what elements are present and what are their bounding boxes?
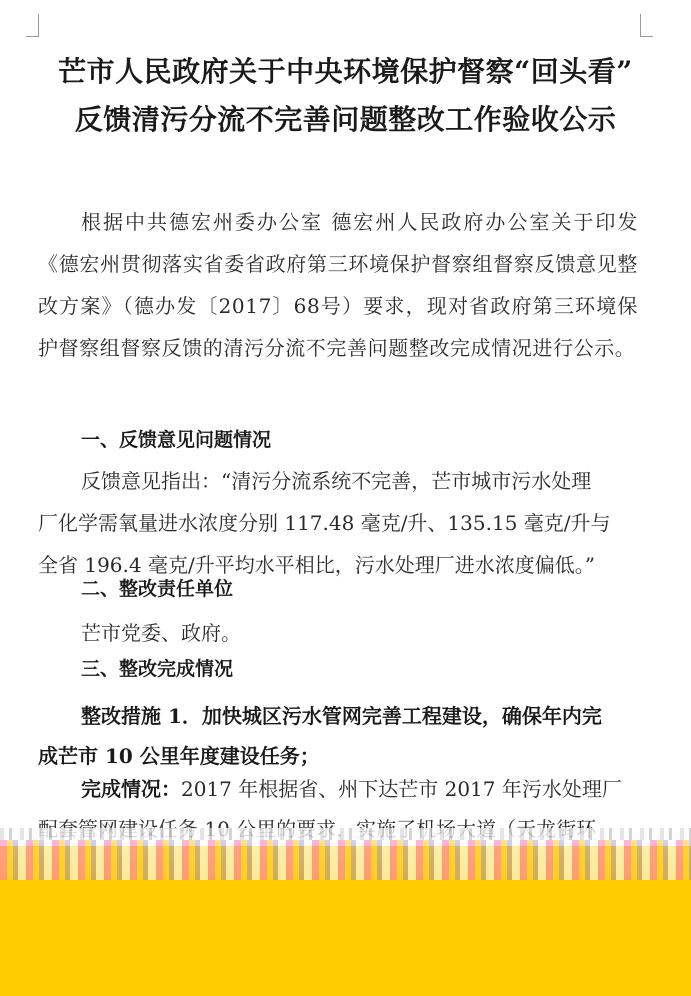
document-title-line-2: 反馈清污分流不完善问题整改工作验收公示 <box>74 103 617 136</box>
measure-1-line-2: 成芒市 10 公里年度建设任务； <box>38 744 320 768</box>
section-2-heading: 二、整改责任单位 <box>81 578 234 600</box>
measure-1-line-1: 整改措施 1．加快城区污水管网完善工程建设，确保年内完 <box>81 704 602 728</box>
feedback-line-3: 全省 196.4 毫克/升平均水平相比，污水处理厂进水浓度偏低。” <box>38 553 595 577</box>
feedback-line-1: 反馈意见指出：“清污分流系统不完善，芒市城市污水处理 <box>81 469 592 493</box>
completion-label: 完成情况： <box>81 777 181 801</box>
scan-artifact-strip <box>0 828 691 840</box>
scan-artifact-noise <box>0 840 691 880</box>
completion-text: 2017 年根据省、州下达芒市 2017 年污水处理厂 <box>181 777 622 801</box>
section-1-heading: 一、反馈意见问题情况 <box>81 429 272 451</box>
intro-paragraph: 根据中共德宏州委办公室 德宏州人民政府办公室关于印发《德宏州贯彻落实省委省政府第三环境保护督察组督察反馈意见整改方案》（德办发〔2017〕68号）要求，现对省政府第三环境保护督察组督察反馈的清污分流不完善问题整改完成情况进行公示。 <box>38 210 638 360</box>
feedback-line-2: 厂化学需氧量进水浓度分别 117.48 毫克/升、135.15 毫克/升与 <box>38 511 611 535</box>
responsible-unit: 芒市党委、政府。 <box>81 621 241 645</box>
page-corner-mark-left <box>26 14 39 37</box>
section-3-heading: 三、整改完成情况 <box>81 658 234 680</box>
completion-line-1 <box>81 768 622 810</box>
page-corner-mark-right <box>640 14 653 37</box>
document-title-line-1: 芒市人民政府关于中央环境保护督察“回头看” <box>58 55 633 88</box>
